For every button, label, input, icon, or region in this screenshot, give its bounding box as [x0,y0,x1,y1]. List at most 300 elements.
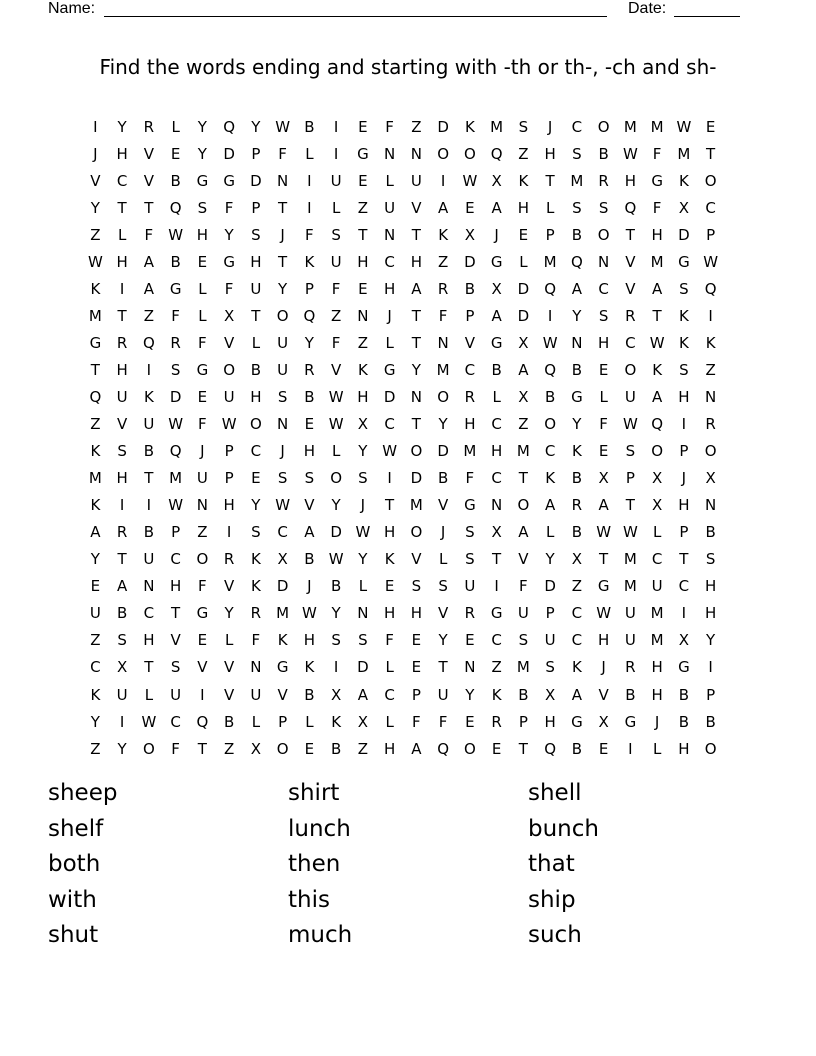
grid-letter: S [438,577,448,596]
grid-letter: G [678,252,690,271]
grid-letter: K [304,658,315,677]
grid-letter: B [678,712,690,731]
grid-letter: D [464,252,476,271]
grid-letter: Q [223,117,236,136]
grid-letter: Y [465,685,475,704]
grid-letter: E [170,144,181,163]
grid-letter: J [547,117,553,136]
grid-letter: S [277,387,288,406]
grid-letter: W [168,415,184,434]
grid-letter: U [116,685,128,704]
word-list-item: shut [48,922,99,948]
grid-letter: Y [224,604,234,623]
grid-letter: I [93,117,98,136]
grid-letter: K [143,387,154,406]
grid-letter: A [437,198,449,217]
grid-letter: K [357,360,368,379]
grid-letter: H [250,387,262,406]
grid-letter: W [275,496,291,515]
grid-letter: H [116,252,128,271]
grid-letter: Z [357,333,369,352]
grid-letter: C [384,252,395,271]
grid-letter: M [409,496,423,515]
grid-letter: V [411,550,422,569]
grid-letter: B [304,387,315,406]
grid-letter: H [116,469,128,488]
grid-letter: G [383,360,396,379]
grid-letter: I [333,117,339,136]
grid-letter: F [385,117,394,136]
grid-letter: G [490,604,503,623]
grid-letter: Y [706,631,716,650]
grid-letter: S [679,360,689,379]
grid-letter: X [250,739,262,758]
grid-letter: P [679,523,689,542]
grid-letter: G [490,252,503,271]
grid-letter: R [304,360,315,379]
grid-letter: X [518,387,529,406]
grid-letter: W [141,712,157,731]
grid-letter: I [200,685,205,704]
grid-letter: R [571,496,583,515]
grid-letter: S [331,631,341,650]
grid-letter: C [116,171,128,190]
grid-letter: A [571,279,582,298]
grid-letter: T [278,252,288,271]
word-list-item: then [288,851,341,877]
grid-letter: H [678,496,690,515]
grid-letter: C [571,604,583,623]
grid-letter: D [410,469,423,488]
grid-letter: N [196,496,208,515]
grid-letter: B [625,685,636,704]
grid-letter: M [88,469,102,488]
grid-letter: E [491,739,502,758]
grid-letter: M [623,550,637,569]
grid-letter: D [437,442,449,461]
grid-letter: V [197,658,208,677]
word-list-item: both [48,851,101,877]
grid-letter: P [304,279,314,298]
grid-letter: D [330,523,342,542]
grid-letter: T [545,171,555,190]
grid-letter: L [385,171,394,190]
grid-letter: Q [651,415,664,434]
grid-letter: X [491,523,502,542]
grid-letter: Z [491,658,502,677]
grid-letter: G [357,144,369,163]
grid-letter: A [143,252,154,271]
grid-letter: N [410,144,422,163]
grid-letter: A [491,198,502,217]
grid-letter: E [705,117,716,136]
grid-letter: K [277,631,288,650]
grid-letter: S [358,631,368,650]
grid-letter: L [224,631,234,650]
grid-letter: V [625,279,636,298]
grid-letter: D [223,144,235,163]
grid-letter: Q [544,279,557,298]
grid-letter: Y [251,117,261,136]
grid-letter: H [597,631,610,650]
word-list-item: shirt [288,780,340,806]
grid-letter: B [170,171,181,190]
grid-letter: K [545,469,556,488]
grid-letter: H [143,631,155,650]
grid-letter: Y [331,496,341,515]
grid-letter: W [168,225,184,244]
grid-letter: U [250,279,262,298]
grid-letter: A [304,523,315,542]
grid-letter: S [117,442,127,461]
grid-letter: R [625,658,636,677]
grid-letter: G [196,171,209,190]
grid-letter: B [170,252,181,271]
grid-letter: U [277,333,289,352]
grid-letter: A [411,279,422,298]
grid-letter: A [90,523,101,542]
grid-letter: I [146,360,152,379]
grid-letter: Z [197,523,208,542]
grid-letter: C [250,442,262,461]
grid-letter: H [169,577,182,596]
grid-letter: Q [437,739,450,758]
grid-letter: V [411,198,422,217]
grid-letter: N [598,252,610,271]
grid-letter: I [307,171,312,190]
grid-letter: O [704,171,717,190]
grid-letter: Z [143,306,155,325]
grid-letter: Q [303,306,316,325]
grid-letter: N [277,171,289,190]
grid-letter: R [625,306,636,325]
grid-letter: M [650,252,664,271]
grid-letter: T [117,198,127,217]
grid-letter: N [437,333,449,352]
grid-letter: B [571,523,583,542]
grid-letter: K [705,333,716,352]
grid-letter: P [251,144,261,163]
grid-letter: E [90,577,101,596]
grid-letter: Y [358,442,368,461]
grid-letter: P [224,442,234,461]
grid-letter: H [651,658,663,677]
grid-letter: I [146,496,152,515]
grid-letter: X [357,415,369,434]
grid-letter: E [304,739,315,758]
grid-letter: I [708,306,713,325]
grid-letter: G [651,171,663,190]
grid-letter: Y [251,496,261,515]
grid-letter: L [251,333,261,352]
grid-letter: M [650,604,664,623]
grid-letter: E [384,577,395,596]
grid-letter: E [411,631,422,650]
grid-letter: P [465,306,475,325]
grid-letter: E [358,117,368,136]
grid-letter: M [677,144,691,163]
grid-letter: H [116,360,128,379]
grid-letter: E [598,360,609,379]
grid-letter: R [116,523,128,542]
grid-letter: J [654,712,660,731]
grid-letter: T [518,739,528,758]
grid-letter: F [438,712,448,731]
grid-letter: M [436,360,450,379]
grid-letter: L [117,225,127,244]
grid-letter: U [116,387,128,406]
grid-letter: S [598,198,609,217]
grid-letter: X [705,469,716,488]
grid-letter: E [465,631,475,650]
grid-letter: S [251,225,261,244]
grid-letter: C [651,550,663,569]
grid-letter: G [490,333,503,352]
grid-letter: W [676,117,692,136]
grid-letter: G [464,496,476,515]
grid-letter: B [437,469,449,488]
grid-letter: N [571,333,583,352]
grid-letter: A [116,577,128,596]
grid-letter: K [571,658,582,677]
grid-letter: Y [304,333,314,352]
grid-letter: T [171,604,181,623]
word-list-item: this [288,886,330,913]
grid-letter: M [623,577,637,596]
grid-letter: T [625,225,635,244]
grid-letter: Q [544,360,557,379]
grid-letter: Y [572,415,582,434]
grid-letter: B [304,550,315,569]
grid-letter: G [89,333,102,352]
grid-letter: L [198,306,207,325]
grid-letter: K [571,442,582,461]
grid-letter: E [197,252,208,271]
grid-letter: C [571,631,583,650]
grid-letter: X [651,469,663,488]
grid-letter: X [491,279,502,298]
grid-letter: I [681,415,687,434]
grid-letter: C [143,604,155,623]
grid-letter: C [170,712,181,731]
grid-letter: A [651,387,663,406]
grid-letter: G [223,252,235,271]
grid-letter: H [303,631,316,650]
grid-letter: U [143,550,155,569]
grid-letter: U [651,577,663,596]
grid-letter: Q [570,252,583,271]
grid-letter: V [143,144,154,163]
grid-letter: B [544,387,556,406]
name-blank-line [104,16,607,17]
grid-letter: Z [90,415,101,434]
grid-letter: G [196,360,209,379]
word-list-item: lunch [288,815,351,842]
grid-letter: C [705,198,716,217]
grid-letter: H [250,252,262,271]
word-list-item: with [48,886,97,913]
grid-letter: P [545,225,555,244]
grid-letter: G [571,387,583,406]
grid-letter: S [251,523,261,542]
grid-letter: X [571,550,583,569]
grid-letter: G [624,712,637,731]
grid-letter: M [570,171,584,190]
grid-letter: T [117,306,127,325]
grid-letter: S [625,442,636,461]
grid-letter: C [625,333,636,352]
grid-letter: M [463,442,477,461]
grid-letter: P [224,469,234,488]
grid-letter: X [678,631,690,650]
grid-letter: X [464,225,476,244]
grid-letter: U [517,604,529,623]
grid-letter: U [624,387,636,406]
grid-letter: K [678,306,689,325]
grid-letter: J [280,442,285,461]
grid-letter: S [465,523,475,542]
grid-letter: H [490,442,503,461]
grid-letter: S [465,550,475,569]
grid-letter: T [679,550,689,569]
grid-letter: I [119,496,125,515]
grid-letter: J [681,469,687,488]
grid-letter: D [357,658,369,677]
grid-letter: M [169,469,183,488]
grid-letter: E [251,469,261,488]
word-list-item: such [528,922,582,948]
grid-letter: Q [169,442,182,461]
grid-letter: O [624,360,637,379]
grid-letter: E [197,631,208,650]
grid-letter: U [464,577,476,596]
grid-letter: W [328,550,344,569]
grid-letter: G [678,658,690,677]
grid-letter: L [358,577,368,596]
grid-letter: H [651,685,663,704]
grid-letter: T [278,198,288,217]
grid-letter: H [383,279,396,298]
grid-letter: C [491,469,502,488]
grid-letter: Q [142,333,155,352]
word-list-item: shell [528,780,582,806]
name-label: Name: [48,0,96,17]
grid-letter: G [571,712,583,731]
grid-letter: V [223,685,235,704]
grid-letter: Y [411,360,421,379]
grid-letter: N [277,415,289,434]
grid-letter: O [651,442,664,461]
grid-letter: Q [196,712,209,731]
grid-letter: C [544,442,556,461]
grid-letter: M [88,306,102,325]
grid-letter: R [437,279,449,298]
grid-letter: F [331,279,341,298]
grid-letter: O [544,415,557,434]
grid-letter: A [518,523,529,542]
grid-letter: F [412,712,421,731]
grid-letter: N [384,225,396,244]
word-list-item: sheep [48,780,118,806]
grid-letter: T [144,658,154,677]
grid-letter: O [196,550,209,569]
date-blank-line [674,16,740,17]
grid-letter: J [360,496,366,515]
grid-letter: F [652,198,662,217]
grid-letter: J [387,306,392,325]
grid-letter: X [116,658,128,677]
grid-letter: A [544,496,556,515]
grid-letter: B [464,279,476,298]
grid-letter: E [518,225,529,244]
grid-letter: V [143,171,154,190]
grid-letter: E [465,198,475,217]
grid-letter: S [679,279,689,298]
grid-letter: Q [490,144,503,163]
grid-letter: T [652,306,662,325]
grid-letter: W [328,387,344,406]
grid-letter: T [90,360,100,379]
grid-letter: L [331,198,341,217]
grid-letter: D [169,387,182,406]
grid-letter: W [622,523,638,542]
grid-letter: D [678,225,690,244]
grid-letter: J [93,144,98,163]
grid-letter: N [705,387,717,406]
grid-letter: D [517,306,530,325]
word-list-item: bunch [528,815,599,842]
grid-letter: T [411,306,421,325]
grid-letter: K [652,360,663,379]
grid-letter: Y [331,604,341,623]
grid-letter: L [305,144,314,163]
grid-letter: G [169,279,182,298]
grid-letter: U [544,631,556,650]
grid-letter: D [276,577,289,596]
grid-letter: I [494,577,499,596]
grid-letter: G [223,171,235,190]
grid-letter: R [223,550,235,569]
grid-letter: Y [572,306,582,325]
grid-letter: K [678,333,689,352]
grid-letter: J [280,225,285,244]
grid-letter: V [116,415,128,434]
grid-letter: H [517,198,530,217]
grid-letter: F [331,333,341,352]
grid-letter: D [250,171,262,190]
grid-letter: M [516,442,530,461]
grid-letter: R [116,333,128,352]
grid-letter: L [492,387,501,406]
grid-letter: W [596,604,612,623]
grid-letter: L [545,198,555,217]
grid-letter: A [357,685,368,704]
grid-letter: C [384,415,395,434]
grid-letter: L [144,685,154,704]
grid-letter: L [599,387,608,406]
grid-letter: K [250,577,261,596]
grid-letter: L [385,712,394,731]
grid-letter: T [117,550,127,569]
grid-letter: F [224,198,234,217]
grid-letter: K [331,712,342,731]
grid-letter: V [625,252,636,271]
grid-letter: I [708,658,713,677]
grid-letter: S [331,225,341,244]
grid-letter: V [437,604,449,623]
grid-letter: R [143,117,155,136]
grid-letter: E [197,387,208,406]
